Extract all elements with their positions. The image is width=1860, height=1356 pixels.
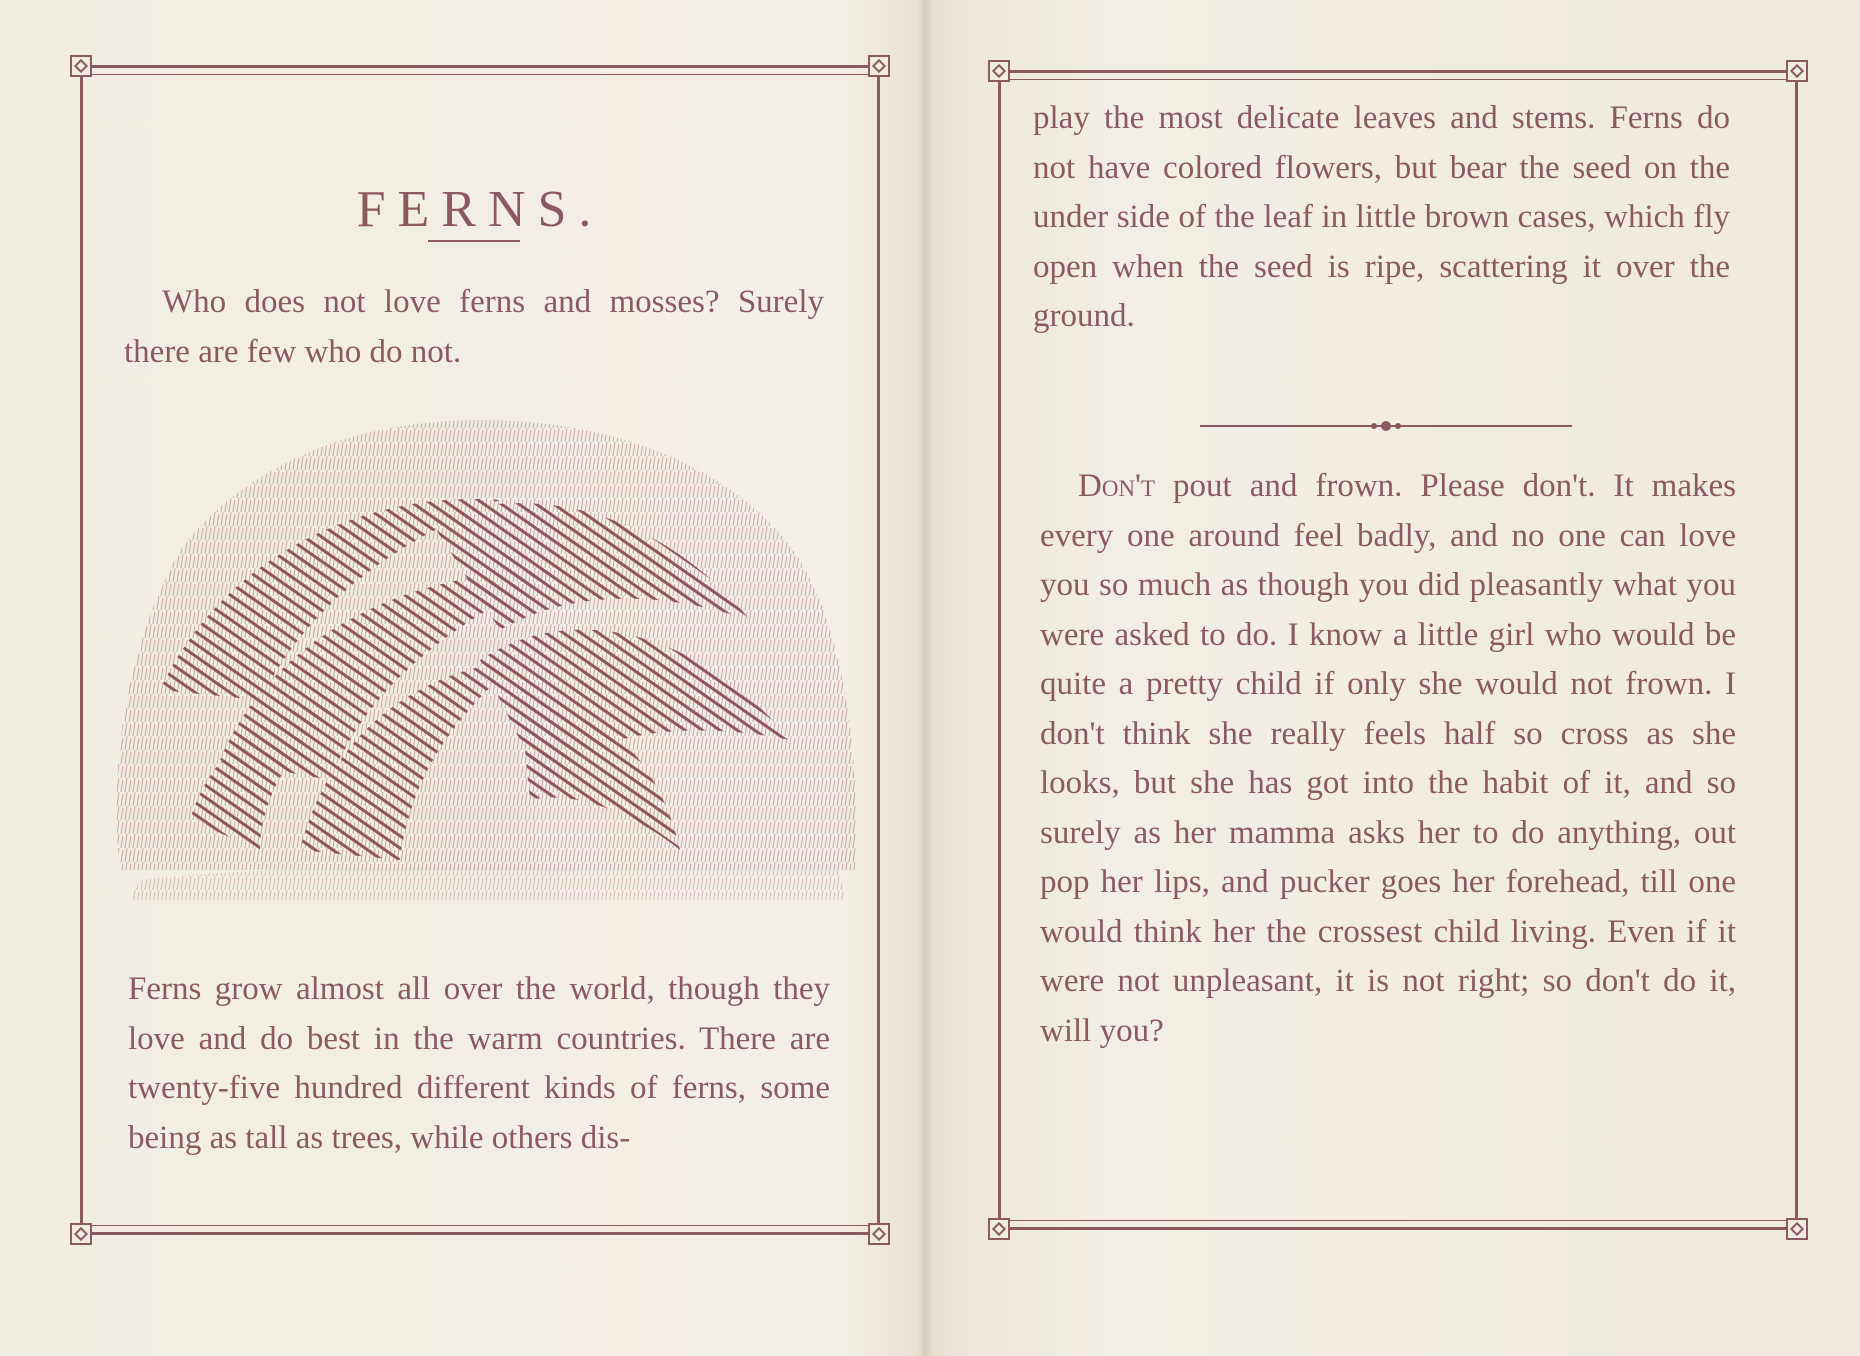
corner-ornament-icon: [988, 60, 1010, 82]
title-rule: [428, 240, 520, 242]
right-border-top-rule: [1001, 79, 1795, 80]
small-caps-lead: Don't: [1078, 468, 1156, 504]
continuation-paragraph: play the most delicate leaves and stems. Ferns do not have colored flowers, but bear the seed on the under side of the leaf in little brown cases, which fly open when the seed is ripe, scattering it over the ground.: [1033, 100, 1730, 334]
corner-ornament-icon: [868, 1223, 890, 1245]
corner-ornament-icon: [1786, 1218, 1808, 1240]
corner-ornament-icon: [1786, 60, 1808, 82]
corner-ornament-icon: [988, 1218, 1010, 1240]
fern-illustration-icon: [100, 400, 860, 910]
left-border-top-rule: [83, 74, 877, 75]
corner-ornament-icon: [70, 1223, 92, 1245]
right-border-bottom-rule: [1001, 1220, 1795, 1221]
ornamental-divider-icon: [1200, 420, 1572, 432]
left-border-bottom-rule: [83, 1225, 877, 1226]
second-paragraph: [1040, 462, 1736, 1056]
second-paragraph-text: pout and frown. Please don't. It makes every one around feel badly, and no one can love you so much as though you did pleasantly what you were asked to do. I know a little girl who would be quite a pretty child if only she would not frown. I don't think she really feels half so cross as she looks, but she has got into the habit of it, and so surely as her mamma asks her to do anything, out pop her lips, and pucker goes her forehead, till one would think her the crossest child living. Even if it were not unpleasant, it is not right; so don't do it, will you?: [1040, 468, 1736, 1049]
body-paragraph: Ferns grow almost all over the world, though they love and do best in the warm countries. There are twenty-five hundred different kinds of ferns, some being as tall as trees, while others dis-: [128, 971, 830, 1156]
corner-ornament-icon: [868, 55, 890, 77]
page-title: FERNS.: [356, 180, 604, 238]
book-gutter: [918, 0, 932, 1356]
intro-paragraph: Who does not love ferns and mosses? Surely there are few who do not.: [124, 284, 824, 370]
corner-ornament-icon: [70, 55, 92, 77]
